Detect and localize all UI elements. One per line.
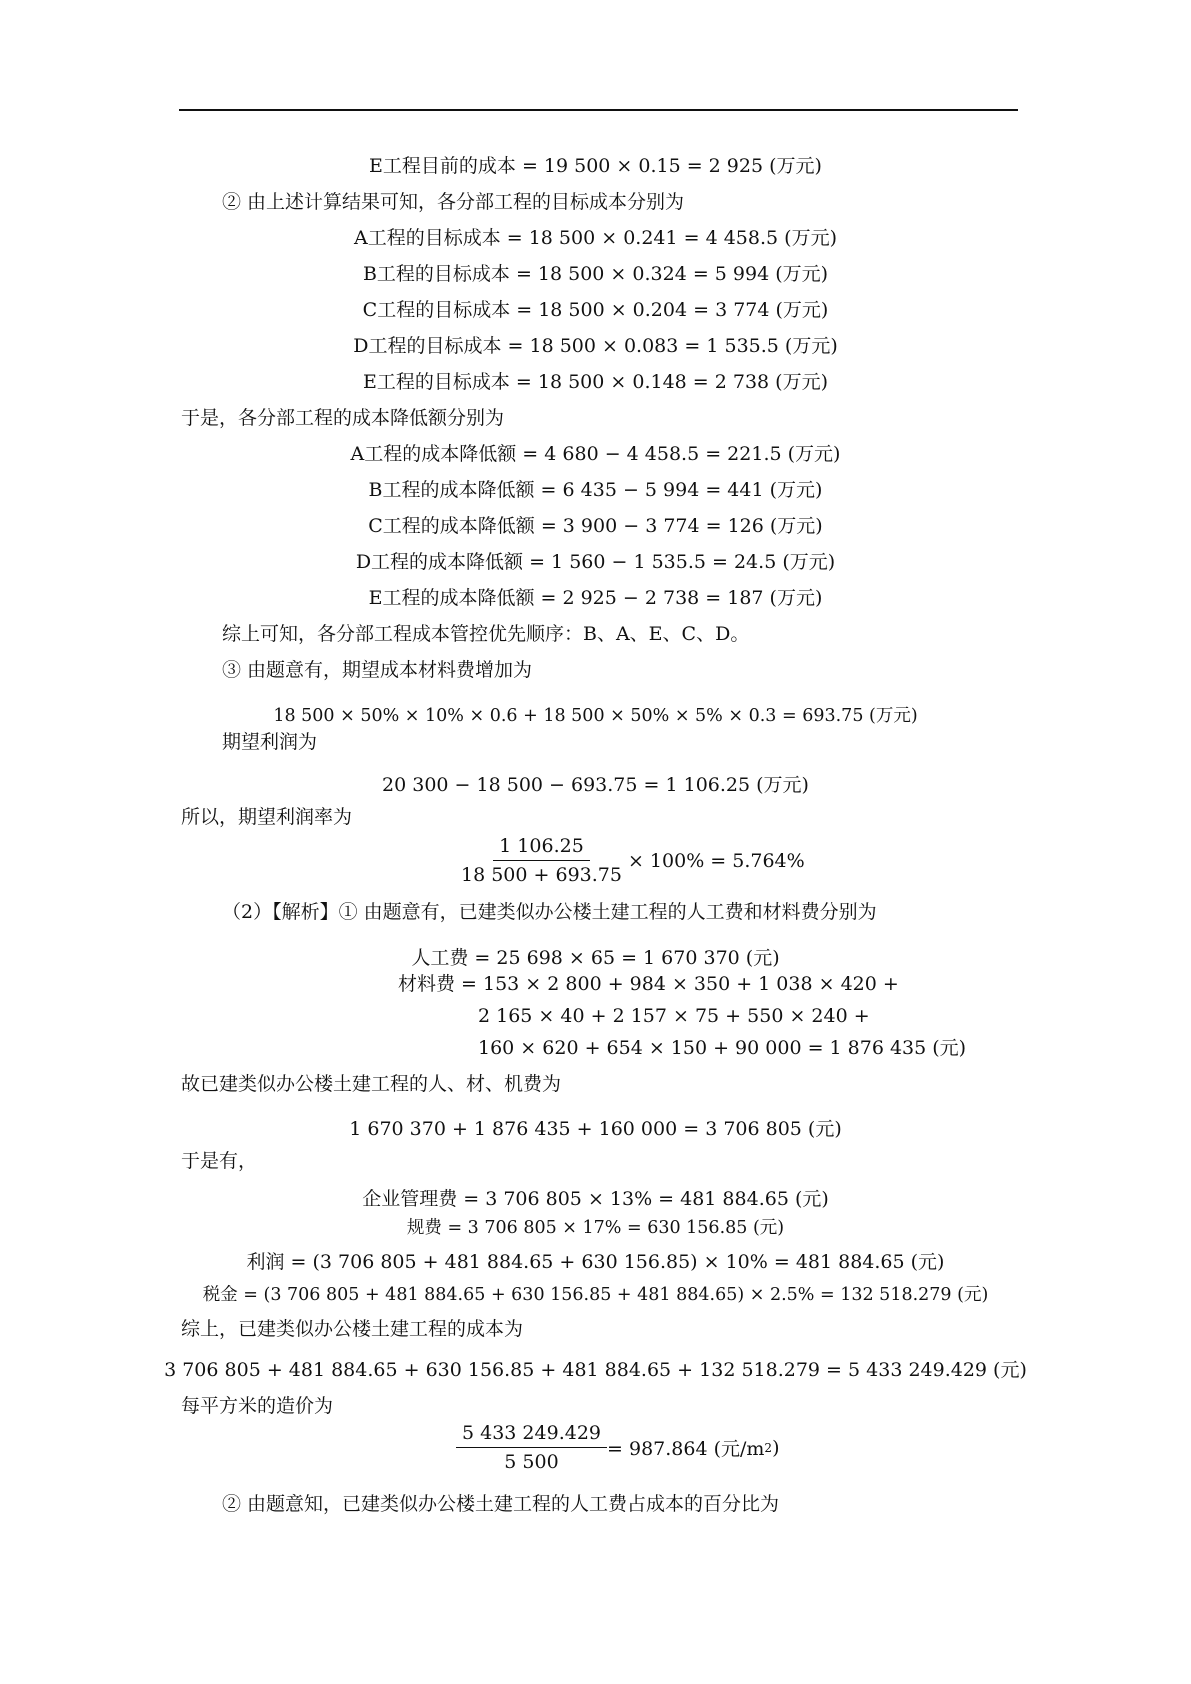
fraction-numerator: 5 433 249.429: [456, 1421, 607, 1448]
equation-line: 材料费 = 153 × 2 800 + 984 × 350 + 1 038 × 420 +: [398, 973, 899, 995]
equation-line: 18 500 × 50% × 10% × 0.6 + 18 500 × 50% × 5% × 0.3 = 693.75 (万元): [273, 706, 918, 726]
text-line: 综上可知，各分部工程成本管控优先顺序：B、A、E、C、D。: [222, 623, 750, 645]
text-line: 综上，已建类似办公楼土建工程的成本为: [181, 1318, 524, 1340]
text-line: ② 由题意知，已建类似办公楼土建工程的人工费占成本的百分比为: [222, 1493, 780, 1515]
text-line: 期望利润为: [222, 731, 318, 753]
text-line: 故已建类似办公楼土建工程的人、材、机费为: [181, 1073, 562, 1095]
text-line: B工程的成本降低额 = 6 435 − 5 994 = 441 (万元): [368, 479, 823, 501]
text-line: C工程的成本降低额 = 3 900 − 3 774 = 126 (万元): [368, 515, 823, 537]
equation-line: 人工费 = 25 698 × 65 = 1 670 370 (元): [411, 947, 780, 969]
equation-line: 利润 = (3 706 805 + 481 884.65 + 630 156.85) × 10% = 481 884.65 (元): [246, 1251, 945, 1273]
text-line: 于是，各分部工程的成本降低额分别为: [181, 407, 505, 429]
unit-cost-fraction: [456, 1421, 779, 1474]
equation-line: 规费 = 3 706 805 × 17% = 630 156.85 (元): [406, 1218, 785, 1238]
text-line: 于是有，: [181, 1150, 258, 1172]
text-line: ③ 由题意有，期望成本材料费增加为: [222, 659, 533, 681]
equation-line: 企业管理费 = 3 706 805 × 13% = 481 884.65 (元): [362, 1188, 829, 1210]
equation-line: 160 × 620 + 654 × 150 + 90 000 = 1 876 435 (元): [478, 1037, 967, 1059]
fraction-numerator: 1 106.25: [493, 834, 590, 861]
text-line: D工程的成本降低额 = 1 560 − 1 535.5 = 24.5 (万元): [355, 551, 836, 573]
equation-line: 税金 = (3 706 805 + 481 884.65 + 630 156.85 + 481 884.65) × 2.5% = 132 518.279 (元): [202, 1285, 989, 1305]
text-line: D工程的目标成本 = 18 500 × 0.083 = 1 535.5 (万元): [353, 335, 838, 357]
text-line: E工程的成本降低额 = 2 925 − 2 738 = 187 (万元): [368, 587, 823, 609]
header-rule: [179, 109, 1018, 111]
fraction-denominator: 18 500 + 693.75: [461, 864, 622, 886]
text-line: E工程目前的成本 = 19 500 × 0.15 = 2 925 (万元): [369, 155, 822, 177]
unit-exponent: 2: [764, 1440, 773, 1455]
equation-line: 20 300 − 18 500 − 693.75 = 1 106.25 (万元): [382, 774, 809, 796]
text-line: A工程的目标成本 = 18 500 × 0.241 = 4 458.5 (万元): [354, 227, 837, 249]
fraction-close: ): [772, 1436, 780, 1459]
text-line: E工程的目标成本 = 18 500 × 0.148 = 2 738 (万元): [363, 371, 828, 393]
equation-line: 3 706 805 + 481 884.65 + 630 156.85 + 481 884.65 + 132 518.279 = 5 433 249.429 (元): [164, 1359, 1027, 1381]
text-line: A工程的成本降低额 = 4 680 − 4 458.5 = 221.5 (万元): [350, 443, 841, 465]
equation-line: 1 670 370 + 1 876 435 + 160 000 = 3 706 805 (元): [349, 1118, 842, 1140]
text-line: C工程的目标成本 = 18 500 × 0.204 = 3 774 (万元): [362, 299, 829, 321]
text-line: 所以，期望利润率为: [181, 806, 353, 828]
equation-line: 2 165 × 40 + 2 157 × 75 + 550 × 240 +: [478, 1005, 870, 1027]
text-line: B工程的目标成本 = 18 500 × 0.324 = 5 994 (万元): [362, 263, 829, 285]
fraction-result: = 987.864 (元/m: [607, 1438, 765, 1460]
fraction-denominator: 5 500: [504, 1451, 559, 1473]
text-line: ② 由上述计算结果可知，各分部工程的目标成本分别为: [222, 191, 685, 213]
fraction-result: × 100% = 5.764%: [627, 849, 805, 872]
text-line: （2）【解析】① 由题意有，已建类似办公楼土建工程的人工费和材料费分别为: [222, 901, 877, 923]
text-line: 每平方米的造价为: [181, 1395, 334, 1417]
profit-rate-fraction: [455, 834, 805, 887]
